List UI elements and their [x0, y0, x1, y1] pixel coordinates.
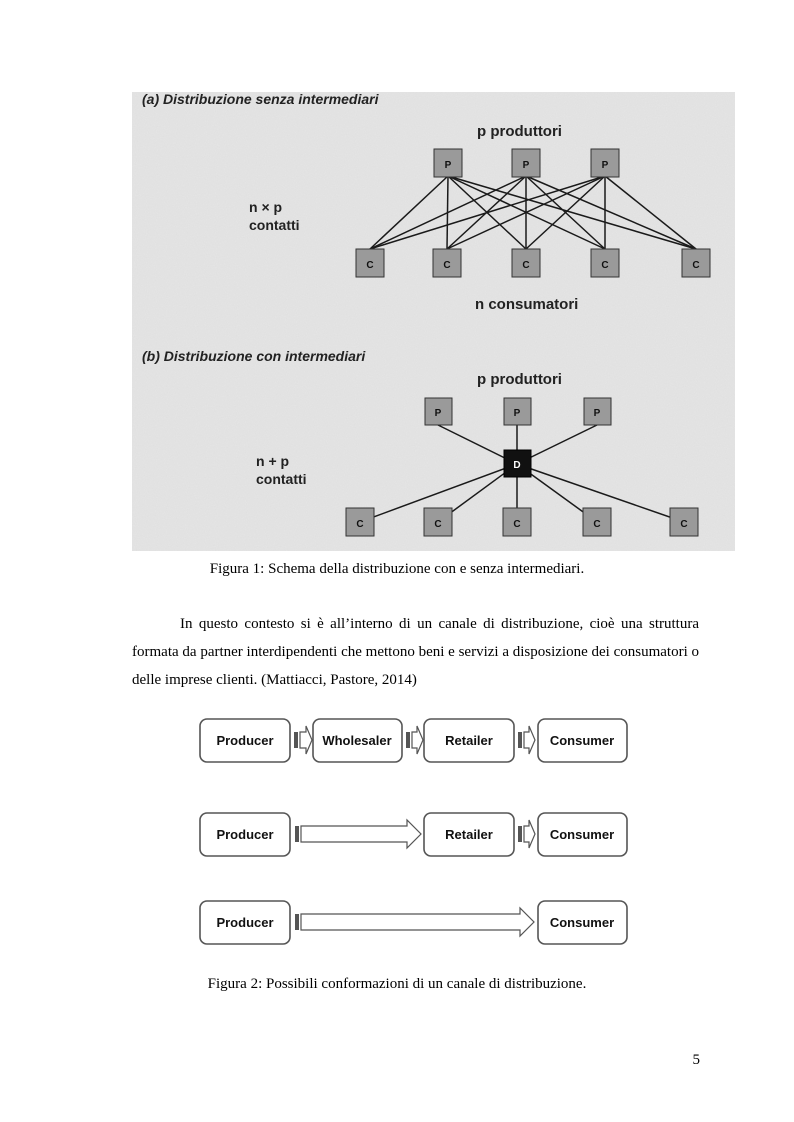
section-a-consumers-label: n consumatori — [475, 296, 579, 313]
svg-text:P: P — [513, 408, 521, 419]
section-a-producers-label: p produttori — [477, 123, 562, 140]
section-b-distributor — [504, 450, 531, 477]
row2-arrow-2 — [518, 820, 535, 848]
section-a-consumer-2 — [433, 249, 461, 277]
section-b-consumer-5 — [670, 508, 698, 536]
section-a-consumer-5 — [682, 249, 710, 277]
distribution-schema-figure — [132, 92, 735, 551]
section-a-contacts-line2: contatti — [249, 217, 300, 233]
svg-text:Producer: Producer — [216, 915, 274, 930]
section-a-consumer-3 — [512, 249, 540, 277]
svg-text:Consumer: Consumer — [549, 827, 615, 842]
svg-text:C: C — [443, 260, 451, 271]
svg-text:P: P — [434, 408, 442, 419]
svg-text:P: P — [444, 160, 452, 171]
svg-text:C: C — [366, 260, 374, 271]
row1-arrow-1 — [294, 726, 312, 754]
section-a-title: (a) Distribuzione senza intermediari — [142, 92, 379, 107]
section-a-consumer-4 — [591, 249, 619, 277]
svg-text:C: C — [692, 260, 700, 271]
svg-text:C: C — [356, 519, 364, 530]
svg-text:C: C — [601, 260, 609, 271]
svg-text:Consumer: Consumer — [549, 915, 615, 930]
svg-text:Producer: Producer — [216, 827, 274, 842]
svg-text:D: D — [513, 460, 521, 471]
row1-box-wholesaler — [313, 719, 402, 762]
svg-text:Retailer: Retailer — [445, 827, 493, 842]
section-a-producer-1 — [434, 149, 462, 177]
figure1-caption: Figura 1: Schema della distribuzione con e senza intermediari. — [209, 561, 585, 577]
section-a-consumer-1 — [356, 249, 384, 277]
row2-box-consumer — [538, 813, 627, 856]
svg-text:Consumer: Consumer — [549, 733, 615, 748]
channel-configurations-figure — [196, 712, 636, 952]
svg-text:C: C — [513, 519, 521, 530]
section-a-producer-2 — [512, 149, 540, 177]
svg-text:P: P — [593, 408, 601, 419]
svg-text:P: P — [522, 160, 530, 171]
row1-arrow-3 — [518, 726, 535, 754]
section-b-producer-3 — [584, 398, 611, 425]
row1-box-consumer — [538, 719, 627, 762]
section-b-producers-label: p produttori — [477, 371, 562, 388]
svg-text:C: C — [434, 519, 442, 530]
row2-box-retailer — [424, 813, 514, 856]
svg-text:C: C — [680, 519, 688, 530]
page-number: 5 — [692, 1052, 700, 1068]
section-b-consumer-1 — [346, 508, 374, 536]
section-b-producer-1 — [425, 398, 452, 425]
row1-box-retailer — [424, 719, 514, 762]
row1-arrow-2 — [406, 726, 423, 754]
section-b-consumer-4 — [583, 508, 611, 536]
svg-text:C: C — [593, 519, 601, 530]
row2-box-producer — [200, 813, 290, 856]
svg-text:Wholesaler: Wholesaler — [322, 733, 392, 748]
svg-text:P: P — [601, 160, 609, 171]
section-b-producer-2 — [504, 398, 531, 425]
svg-text:C: C — [522, 260, 530, 271]
section-b-consumer-3 — [503, 508, 531, 536]
svg-text:Retailer: Retailer — [445, 733, 493, 748]
body-paragraph — [132, 610, 699, 694]
row3-box-consumer — [538, 901, 627, 944]
row2-arrow-1 — [295, 820, 421, 848]
body-paragraph-text: In questo contesto si è all’interno di un canale di distribuzione, cioè una struttura formata da partner interdipendenti che mettono beni e servizi a disposizione dei consumatori o delle imprese clienti. (Mattiacci, Pastore, 2014) — [132, 616, 699, 688]
section-a-contacts-line1: n × p — [249, 199, 283, 215]
section-a-producer-3 — [591, 149, 619, 177]
section-b-title: (b) Distribuzione con intermediari — [142, 348, 366, 364]
section-b-consumer-2 — [424, 508, 452, 536]
row3-box-producer — [200, 901, 290, 944]
figure2-caption: Figura 2: Possibili conformazioni di un canale di distribuzione. — [207, 976, 587, 992]
row3-arrow-1 — [295, 908, 534, 936]
section-b-contacts-line2: contatti — [256, 471, 307, 487]
svg-text:Producer: Producer — [216, 733, 274, 748]
row1-box-producer — [200, 719, 290, 762]
section-b-contacts-line1: n + p — [256, 453, 290, 469]
